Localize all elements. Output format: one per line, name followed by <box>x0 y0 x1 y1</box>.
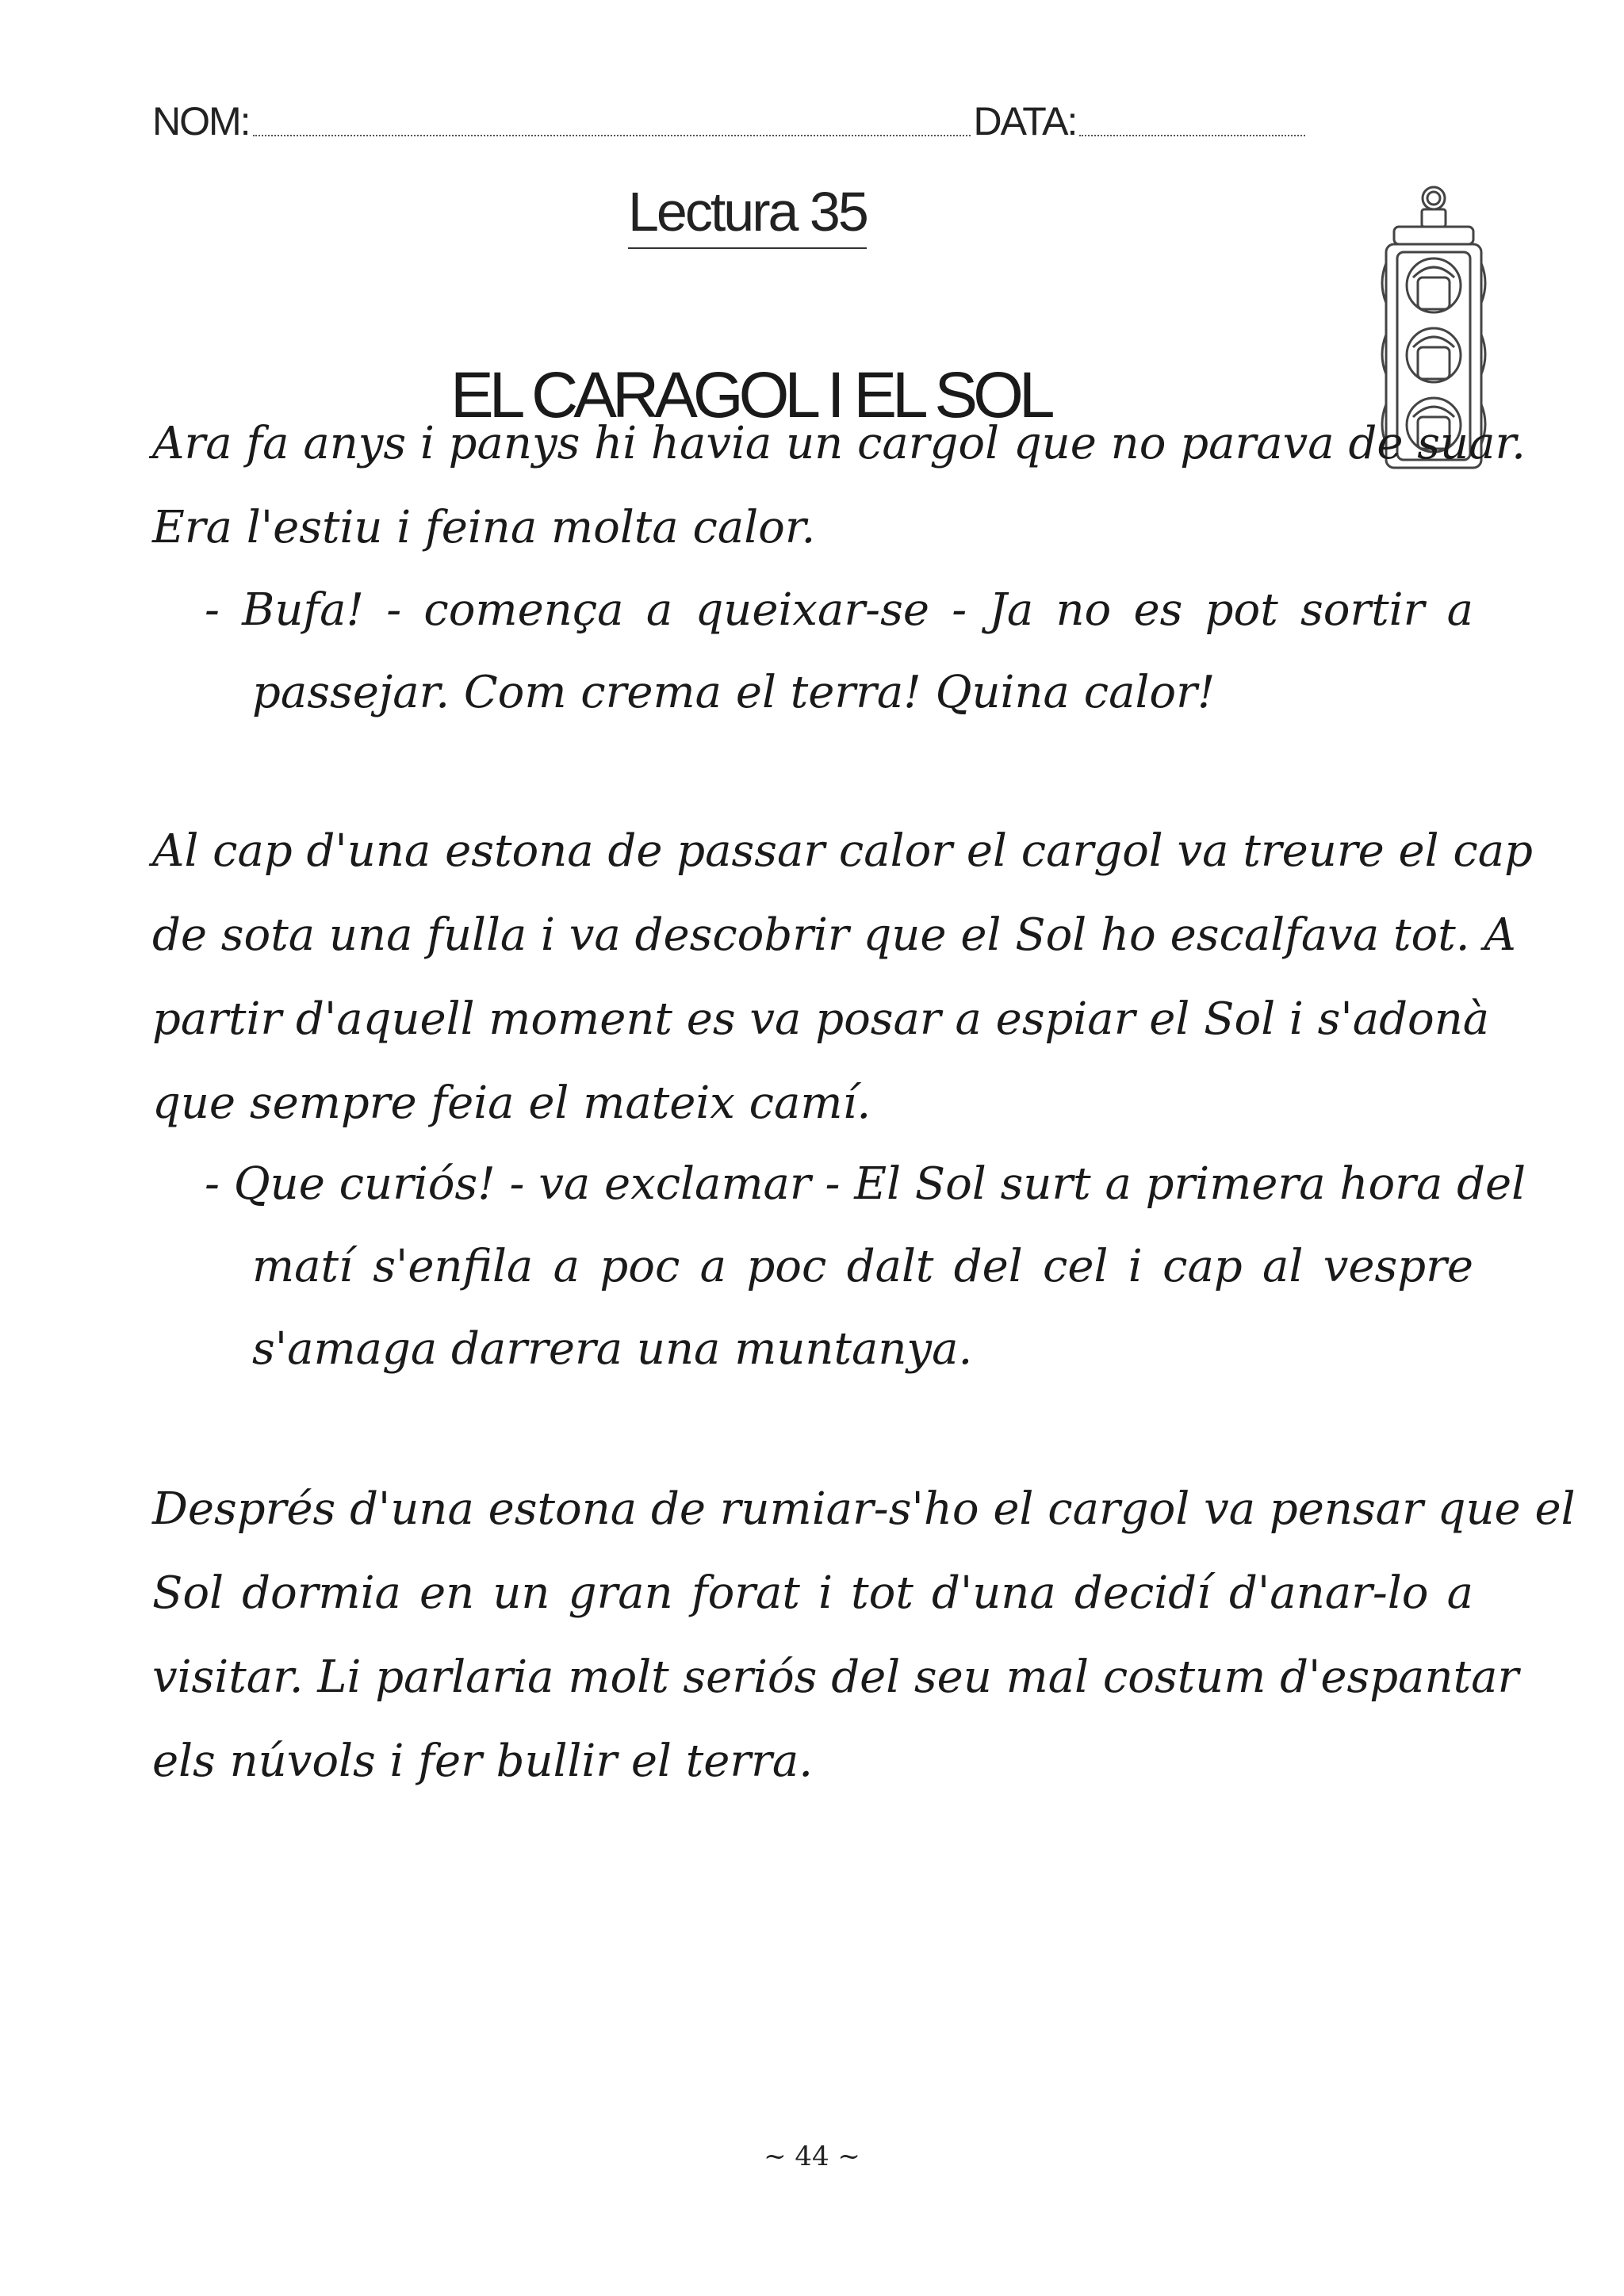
text-line: visitar. Li parlaria molt seriós del seu mal costum d'espantar <box>152 1651 1519 1703</box>
dialogue-line: - Que curiós! - va exclamar - El Sol surt a primera hora del <box>205 1158 1526 1210</box>
text-line: passejar. Com crema el terra! Quina calor! <box>252 667 1216 718</box>
text-line: que sempre feia el mateix camí. <box>152 1077 871 1129</box>
page-title: EL CARAGOL I EL SOL <box>450 359 1051 431</box>
date-label: DATA: <box>973 99 1077 144</box>
text-line: de sota una fulla i va descobrir que el Sol ho escalfava tot. A <box>152 909 1516 961</box>
text-line: s'amaga darrera una muntanya. <box>252 1323 973 1375</box>
text-line: els núvols i fer bullir el terra. <box>152 1735 814 1787</box>
dialogue-line: - Bufa! - comença a queixar-se - Ja no es pot sortir a <box>205 584 1473 636</box>
text-line: Al cap d'una estona de passar calor el cargol va treure el cap <box>152 825 1533 877</box>
text-line: Era l'estiu i feina molta calor. <box>152 502 816 553</box>
date-blank[interactable] <box>1079 135 1305 136</box>
name-label: NOM: <box>152 99 250 144</box>
page-number: ~ 44 ~ <box>764 2141 860 2172</box>
name-blank[interactable] <box>253 135 971 136</box>
text-line: Ara fa anys i panys hi havia un cargol que no parava de suar. <box>152 418 1526 469</box>
reading-number: Lectura 35 <box>628 184 867 249</box>
text-line: matí s'enfila a poc a poc dalt del cel i cap al vespre <box>252 1241 1473 1292</box>
name-date-line <box>152 94 1326 144</box>
text-line: Sol dormia en un gran forat i tot d'una decidí d'anar-lo a <box>152 1567 1473 1619</box>
text-line: partir d'aquell moment es va posar a espiar el Sol i s'adonà <box>152 993 1490 1045</box>
text-line: Després d'una estona de rumiar-s'ho el cargol va pensar que el <box>152 1483 1576 1535</box>
